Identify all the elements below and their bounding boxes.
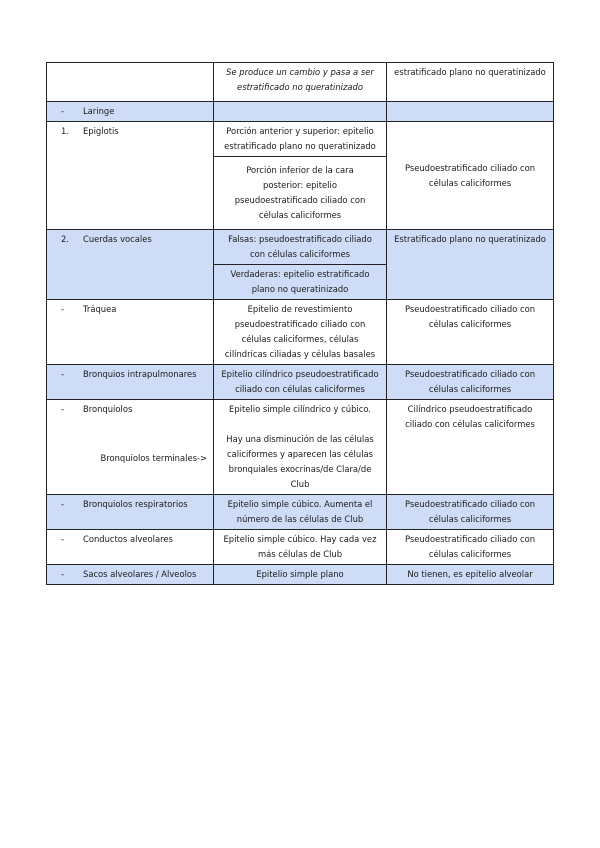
row-marker: 1. (61, 126, 69, 136)
table-row-bronquiolos (47, 400, 554, 495)
row-label-cell (47, 122, 214, 230)
row-marker: - (61, 569, 65, 579)
respiratorios-right-cell: Pseudoestratificado ciliado con células caliciformes (387, 495, 554, 530)
epithelium-table (46, 62, 554, 585)
row-marker: - (61, 106, 65, 116)
empty-cell (214, 102, 387, 122)
empty-cell (387, 102, 554, 122)
table-row-cuerdas (47, 230, 554, 265)
table-row-respiratorios (47, 495, 554, 530)
cuerdas-verdaderas-cell: Verdaderas: epitelio estratificado plano no queratinizado (214, 265, 387, 300)
conductos-right-cell: Pseudoestratificado ciliado con células caliciformes (387, 530, 554, 565)
cuerdas-right-cell: Estratificado plano no queratinizado (387, 230, 554, 300)
conductos-mid-cell: Epitelio simple cúbico. Hay cada vez más células de Club (214, 530, 387, 565)
bronquiolos-terminales-label: Bronquiolos terminales-> (100, 453, 207, 463)
table-row-sacos (47, 565, 554, 585)
row-marker: - (61, 499, 65, 509)
row-label-cell (47, 365, 214, 400)
row-label: Cuerdas vocales (83, 234, 152, 244)
row-label: Bronquiolos (83, 404, 133, 414)
table-row-epiglotis (47, 122, 554, 157)
table-row-traquea (47, 300, 554, 365)
epiglotis-posterior-cell: Porción inferior de la cara posterior: epitelio pseudoestratificado ciliado con células caliciformes (214, 157, 387, 230)
bronquios-mid-cell: Epitelio cilíndrico pseudoestratificado ciliado con células caliciformes (214, 365, 387, 400)
traquea-mid-cell: Epitelio de revestimiento pseudoestratificado ciliado con células caliciformes, células cilíndricas ciliadas y células basales (214, 300, 387, 365)
sacos-mid-cell: Epitelio simple plano (214, 565, 387, 585)
bronquiolos-right-cell: Cilíndrico pseudoestratificado ciliado con células caliciformes (387, 400, 554, 495)
table-row-laringe (47, 102, 554, 122)
row-label: Laringe (83, 106, 115, 116)
row-marker: - (61, 534, 65, 544)
bronquios-right-cell: Pseudoestratificado ciliado con células caliciformes (387, 365, 554, 400)
row-label: Bronquiolos respiratorios (83, 499, 188, 509)
bronquiolos-mid-line1: Epitelio simple cilíndrico y cúbico. (229, 404, 371, 414)
row-label: Sacos alveolares / Alveolos (83, 569, 197, 579)
row-marker: - (61, 304, 65, 314)
table-row-header (47, 63, 554, 102)
bronquiolos-mid-cell (214, 400, 387, 495)
header-cell-3: estratificado plano no queratinizado (387, 63, 554, 102)
row-label-cell (47, 565, 214, 585)
row-marker: 2. (61, 234, 69, 244)
sacos-right-cell: No tienen, es epitelio alveolar (387, 565, 554, 585)
row-label: Conductos alveolares (83, 534, 173, 544)
row-label-cell (47, 400, 214, 495)
row-label-cell (47, 300, 214, 365)
header-cell-1 (47, 63, 214, 102)
epiglotis-anterior-cell: Porción anterior y superior: epitelio estratificado plano no queratinizado (214, 122, 387, 157)
row-marker: - (61, 369, 65, 379)
bronquiolos-mid-line2: Hay una disminución de las células caliciformes y aparecen las células bronquiales exocrinas/de Clara/de Club (226, 434, 374, 489)
row-label: Tráquea (83, 304, 117, 314)
row-marker: - (61, 404, 65, 414)
traquea-right-cell: Pseudoestratificado ciliado con células caliciformes (387, 300, 554, 365)
epiglotis-right-cell: Pseudoestratificado ciliado con células caliciformes (387, 122, 554, 230)
table-row-bronquios (47, 365, 554, 400)
row-label: Bronquios intrapulmonares (83, 369, 197, 379)
table-row-conductos (47, 530, 554, 565)
respiratorios-mid-cell: Epitelio simple cúbico. Aumenta el número de las células de Club (214, 495, 387, 530)
row-label: Epiglotis (83, 126, 119, 136)
header-cell-2: Se produce un cambio y pasa a ser estratificado no queratinizado (214, 63, 387, 102)
row-label-cell (47, 102, 214, 122)
row-label-cell (47, 495, 214, 530)
row-label-cell (47, 230, 214, 300)
cuerdas-falsas-cell: Falsas: pseudoestratificado ciliado con células caliciformes (214, 230, 387, 265)
row-label-cell (47, 530, 214, 565)
